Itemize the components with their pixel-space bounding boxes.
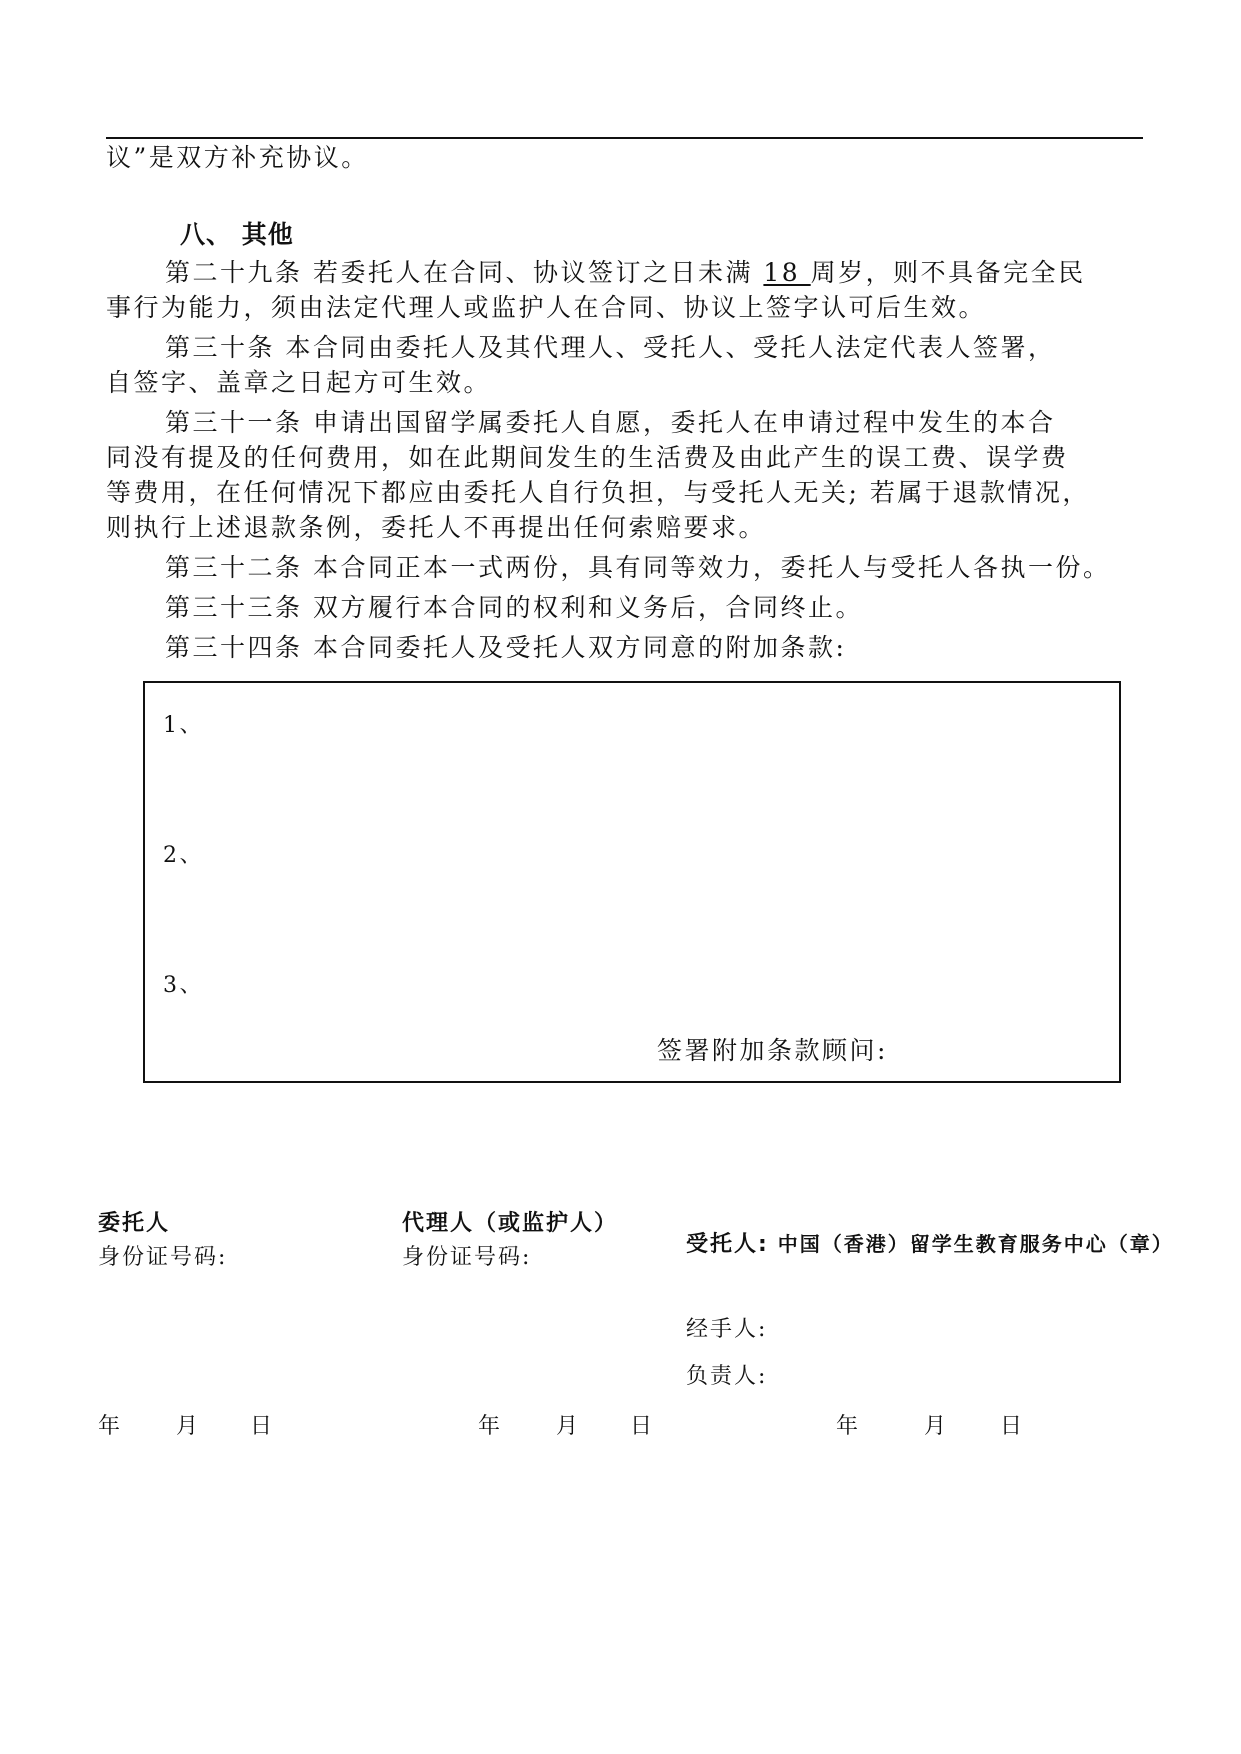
principal-date: [98, 1413, 272, 1441]
principal-id-label: 身份证号码:: [98, 1245, 228, 1270]
date-day-label: 日: [630, 1414, 653, 1439]
article-29-text-b: 周岁，则不具备完全民: [810, 258, 1086, 287]
section-heading: 八、 其他: [180, 220, 294, 249]
agent-id-label: 身份证号码:: [402, 1245, 532, 1270]
trustee-org: 中国（香港）留学生教育服务中心（章）: [777, 1232, 1174, 1256]
additional-term-2: 2、: [163, 843, 204, 868]
date-year-label: 年: [478, 1414, 501, 1439]
article-31-line-1: 第三十一条 申请出国留学属委托人自愿，委托人在申请过程中发生的本合: [165, 408, 1056, 437]
article-29-line-1: [165, 258, 1086, 288]
additional-terms-box: [143, 681, 1121, 1083]
header-divider: [106, 137, 1143, 139]
article-31-line-4: 则执行上述退款条例，委托人不再提出任何索赔要求。: [106, 513, 767, 542]
date-month-label: 月: [924, 1414, 947, 1439]
date-year-label: 年: [836, 1414, 859, 1439]
article-29-line-2: 事行为能力，须由法定代理人或监护人在合同、协议上签字认可后生效。: [106, 293, 987, 322]
date-day-label: 日: [250, 1414, 273, 1439]
date-year-label: 年: [98, 1414, 121, 1439]
trustee-handler-label: 经手人:: [686, 1317, 768, 1342]
article-32: 第三十二条 本合同正本一式两份，具有同等效力，委托人与受托人各执一份。: [165, 553, 1111, 582]
additional-term-3: 3、: [163, 973, 204, 998]
principal-title: 委托人: [98, 1211, 171, 1236]
trustee-date: [836, 1413, 1022, 1441]
date-month-label: 月: [556, 1414, 579, 1439]
date-month-label: 月: [176, 1414, 199, 1439]
article-30-line-2: 自签字、盖章之日起方可生效。: [106, 368, 492, 397]
article-29-age: 18: [763, 258, 811, 287]
article-34: 第三十四条 本合同委托人及受托人双方同意的附加条款:: [165, 633, 847, 662]
agent-title: 代理人（或监护人）: [402, 1211, 619, 1236]
trustee-line: [686, 1230, 1174, 1259]
trustee-manager-label: 负责人:: [686, 1364, 768, 1389]
article-30-line-1: 第三十条 本合同由委托人及其代理人、受托人、受托人法定代表人签署，: [165, 333, 1056, 362]
article-31-line-3: 等费用，在任何情况下都应由委托人自行负担，与受托人无关; 若属于退款情况，: [106, 478, 1090, 507]
additional-term-1: 1、: [163, 713, 204, 738]
continuation-text: 议”是双方补充协议。: [106, 143, 369, 172]
date-day-label: 日: [1000, 1414, 1023, 1439]
additional-terms-signer-label: 签署附加条款顾问:: [657, 1036, 888, 1065]
trustee-title: 受托人:: [686, 1232, 769, 1257]
agent-date: [478, 1413, 652, 1441]
article-29-text-a: 第二十九条 若委托人在合同、协议签订之日未满: [165, 258, 764, 287]
article-31-line-2: 同没有提及的任何费用，如在此期间发生的生活费及由此产生的误工费、误学费: [106, 443, 1069, 472]
article-33: 第三十三条 双方履行本合同的权利和义务后，合同终止。: [165, 593, 863, 622]
